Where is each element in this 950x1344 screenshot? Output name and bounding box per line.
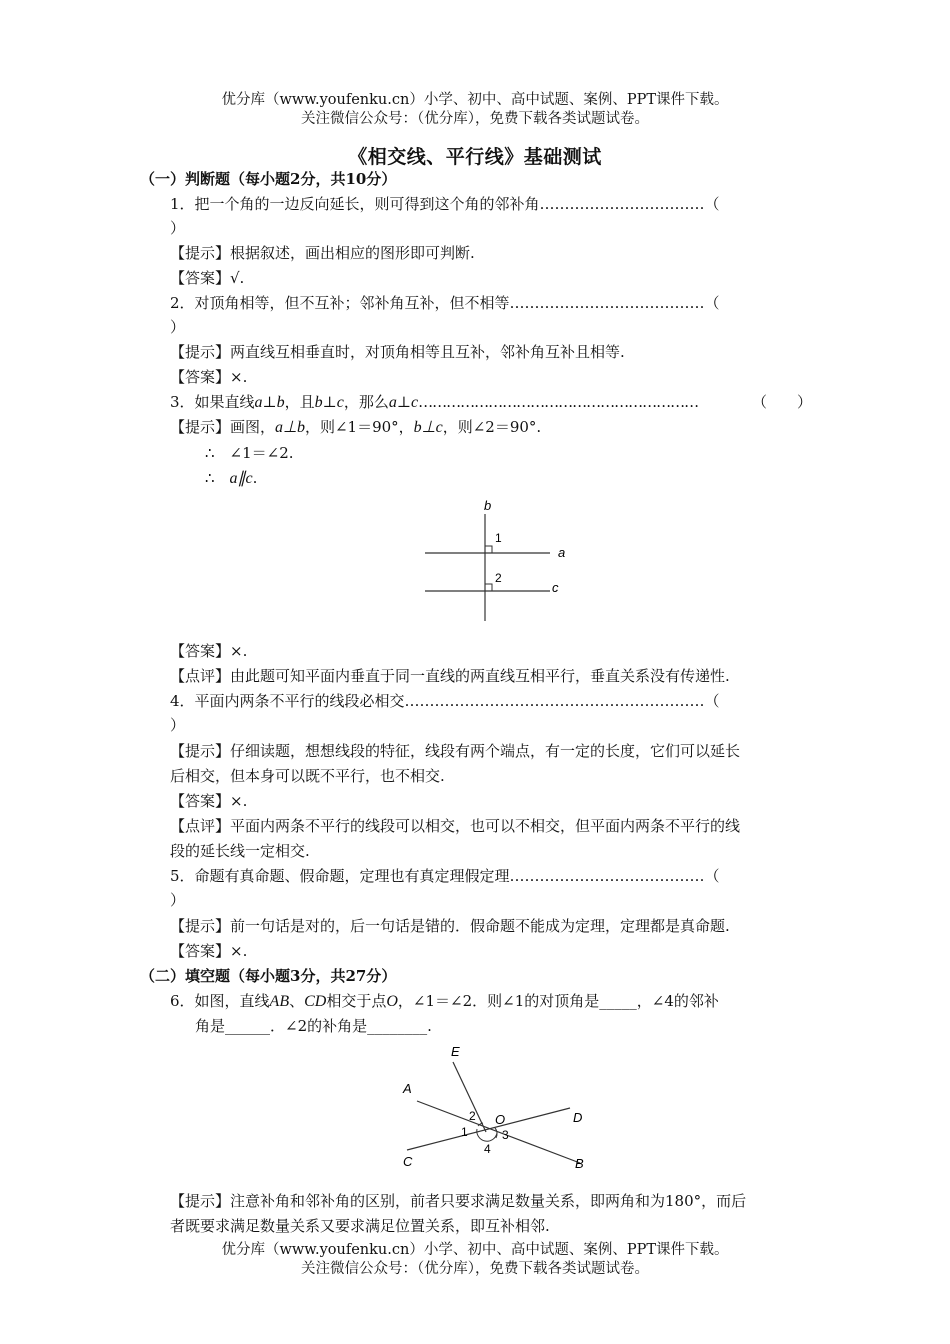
page-footer [0, 1241, 950, 1279]
question-4-paren: ） [170, 716, 186, 734]
line-ab-label: AB [269, 993, 290, 1010]
question-1-answer: 【答案】√. [170, 269, 245, 287]
right-angle-mark-1 [485, 546, 492, 553]
perp-symbol: ⊥ [396, 393, 412, 411]
hint-angle1: ，则∠1＝90°， [304, 418, 414, 436]
right-angle-mark-2 [485, 584, 492, 591]
line-ab [417, 1101, 583, 1163]
question-4-comment-2: 段的延长线一定相交. [170, 842, 310, 860]
question-5-hint: 【提示】前一句话是对的，后一句话是错的．假命题不能成为定理，定理都是真命题. [170, 917, 730, 935]
question-3 [170, 390, 812, 415]
var-b: b [314, 394, 323, 411]
var-c: c [336, 394, 344, 411]
label-angle-1: 1 [461, 1125, 468, 1139]
label-o: O [495, 1112, 506, 1127]
question-5-paren: ） [170, 891, 186, 909]
question-4-answer: 【答案】×. [170, 792, 248, 810]
question-3-hint [170, 415, 812, 440]
page-title: 《相交线、平行线》基础测试 [348, 146, 602, 168]
question-2 [170, 291, 812, 315]
question-3-text-b: ，且 [284, 393, 315, 411]
question-6-hint-2: 者既要求满足数量关系又要求满足位置关系，即互补相邻. [170, 1217, 550, 1235]
perp-symbol: ⊥ [262, 393, 277, 411]
label-e: E [451, 1044, 460, 1059]
question-3-paren: （ ） [751, 393, 812, 411]
question-5 [170, 864, 812, 888]
hint-expr-bc: b⊥c [413, 419, 443, 436]
var-c: c [411, 394, 419, 411]
question-2-text: 2．对顶角相等，但不互补；邻补角互补，但不相等…………………………………（ [170, 294, 720, 312]
question-1-hint: 【提示】根据叙述，画出相应的图形即可判断. [170, 244, 475, 262]
question-1-text: 1．把一个角的一边反向延长，则可得到这个角的邻补角……………………………（ [170, 195, 720, 213]
question-3-therefore-2 [205, 466, 847, 491]
perp-symbol: ⊥ [322, 393, 337, 411]
var-a: a [254, 394, 263, 411]
question-1 [170, 192, 812, 216]
question-4-text: 4．平面内两条不平行的线段必相交……………………………………………………（ [170, 692, 720, 710]
question-2-answer: 【答案】×. [170, 368, 248, 386]
page-header [0, 91, 950, 129]
label-d: D [573, 1110, 583, 1125]
perpendicular-lines-figure [415, 496, 575, 626]
question-6-text-b: 相交于点 [326, 992, 387, 1010]
var-b: b [276, 394, 285, 411]
question-6-line-2: 角是______．∠2的补角是________. [195, 1017, 432, 1035]
label-2: 2 [495, 571, 502, 585]
label-angle-3: 3 [502, 1128, 509, 1142]
question-3-answer: 【答案】×. [170, 642, 248, 660]
label-c: c [552, 580, 559, 595]
question-3-comment: 【点评】由此题可知平面内垂直于同一直线的两直线互相平行，垂直关系没有传递性. [170, 667, 730, 685]
var-a: a [388, 394, 397, 411]
header-line-1: 优分库（www.youfenku.cn）小学、初中、高中试题、案例、PPT课件下载。 [221, 92, 729, 108]
therefore-symbol: ∴ [205, 469, 230, 487]
question-6-hint-1: 【提示】注意补角和邻补角的区别，前者只要求满足数量关系，即两角和为180°，而后 [170, 1192, 747, 1210]
label-b: B [575, 1156, 584, 1171]
question-6 [170, 989, 812, 1014]
question-5-text: 5．命题有真命题、假命题，定理也有真定理假定理…………………………………（ [170, 867, 720, 885]
point-o-label: O [386, 993, 398, 1010]
label-b: b [484, 498, 492, 513]
question-2-paren: ） [170, 318, 186, 336]
question-6-text-a: 6．如图，直线 [170, 992, 270, 1010]
question-3-text-c: ，那么 [343, 393, 389, 411]
label-a: A [403, 1081, 412, 1096]
label-1: 1 [495, 531, 502, 545]
label-a: a [558, 545, 566, 560]
footer-line-1: 优分库（www.youfenku.cn）小学、初中、高中试题、案例、PPT课件下载。 [221, 1242, 729, 1258]
separator: 、 [289, 992, 305, 1010]
section-heading-fill-in: （二）填空题（每小题3分，共27分） [140, 967, 397, 985]
line-cd-label: CD [304, 993, 327, 1010]
leader-dots: …………………………………………………… [418, 393, 699, 411]
question-6-text-c: ，∠1＝∠2．则∠1的对顶角是_____，∠4的邻补 [397, 992, 719, 1010]
question-4-hint-1: 【提示】仔细读题，想想线段的特征，线段有两个端点，有一定的长度，它们可以延长 [170, 742, 741, 760]
header-line-2: 关注微信公众号：（优分库），免费下载各类试题试卷。 [301, 111, 649, 127]
question-2-hint: 【提示】两直线互相垂直时，对顶角相等且互补，邻补角互补且相等. [170, 343, 625, 361]
period: . [252, 469, 258, 487]
hint-expr-ab: a⊥b [275, 419, 305, 436]
question-4 [170, 689, 812, 713]
footer-line-2: 关注微信公众号：（优分库），免费下载各类试题试卷。 [301, 1261, 649, 1277]
question-1-paren: ） [170, 219, 186, 237]
hint-label: 【提示】画图， [170, 418, 276, 436]
label-c: C [403, 1154, 413, 1169]
question-4-hint-2: 后相交，但本身可以既不平行，也不相交. [170, 767, 445, 785]
parallel-expr: a∥c [229, 470, 253, 487]
intersecting-lines-figure [395, 1040, 605, 1175]
question-5-answer: 【答案】×. [170, 942, 248, 960]
question-3-therefore-1: ∴ ∠1＝∠2. [205, 444, 294, 462]
question-3-text-a: 3．如果直线 [170, 393, 255, 411]
question-4-comment-1: 【点评】平面内两条不平行的线段可以相交，也可以不相交，但平面内两条不平行的线 [170, 817, 741, 835]
label-angle-4: 4 [484, 1142, 491, 1156]
hint-angle2: ，则∠2＝90°. [442, 418, 542, 436]
section-heading-judgement: （一）判断题（每小题2分，共10分） [140, 170, 397, 188]
label-angle-2: 2 [469, 1109, 476, 1123]
